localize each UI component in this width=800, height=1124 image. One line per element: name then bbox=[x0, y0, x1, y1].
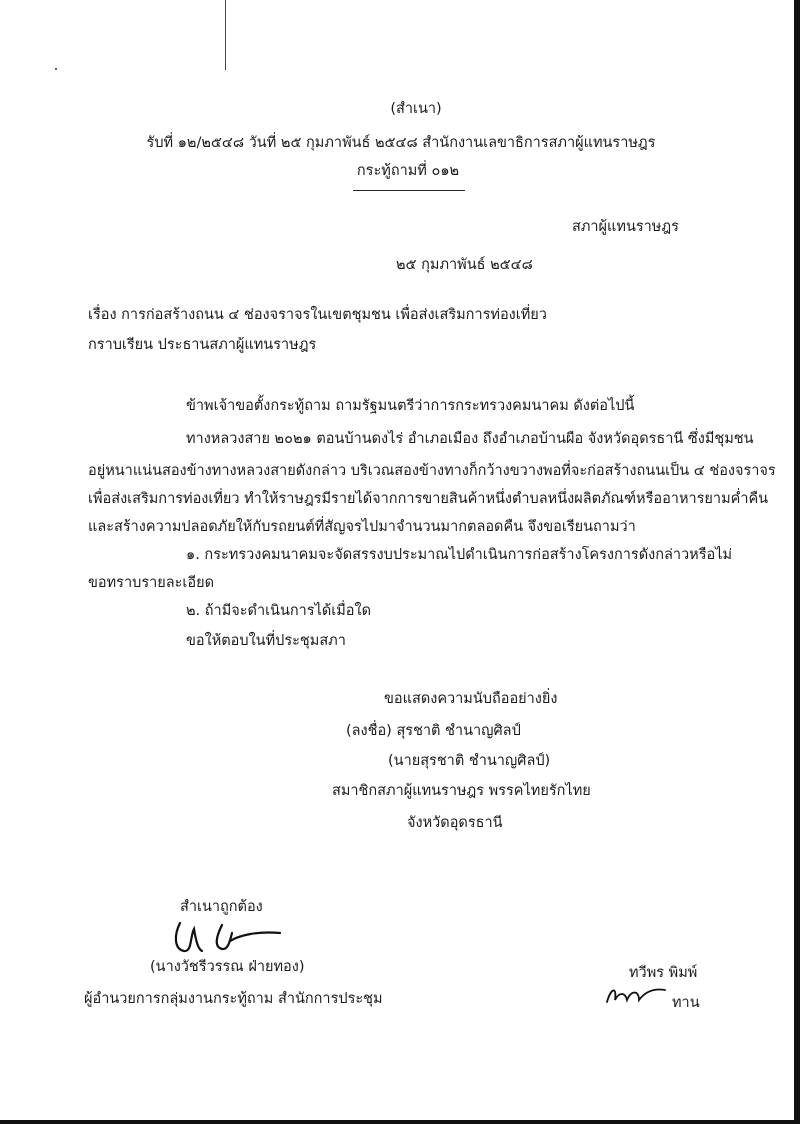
scan-artifact bbox=[55, 68, 57, 70]
regards: ขอแสดงความนับถืออย่างยิ่ง bbox=[384, 691, 558, 707]
signer-position: สมาชิกสภาผู้แทนราษฎร พรรคไทยรักไทย bbox=[332, 783, 591, 799]
signer-name: (นายสุรชาติ ชำนาญศิลป์) bbox=[388, 753, 551, 769]
paragraph-line: อยู่หนาแน่นสองข้างทางหลวงสายดังกล่าว บริเวณสองข้างทางก็กว้างขวางพอที่จะก่อสร้างถนนเป็น ๔ ช่องจราจร bbox=[88, 463, 776, 479]
certification-label: สำเนาถูกต้อง bbox=[180, 899, 263, 915]
copy-label: (สำเนา) bbox=[390, 101, 442, 117]
scan-edge bbox=[794, 0, 800, 1124]
receipt-line: รับที่ ๑๒/๒๕๔๘ วันที่ ๒๕ กุมภาพันธ์ ๒๕๔๘ สำนักงานเลขาธิการสภาผู้แทนราษฎร bbox=[146, 135, 656, 151]
signer-province: จังหวัดอุดรธานี bbox=[407, 815, 503, 831]
salutation: กราบเรียน ประธานสภาผู้แทนราษฎร bbox=[88, 337, 317, 353]
question-2: ๒. ถ้ามีจะดำเนินการได้เมื่อใด bbox=[186, 603, 372, 619]
checker-suffix: ทาน bbox=[672, 995, 700, 1011]
certifier-name: (นางวัชรีวรรณ ฝ่ายทอง) bbox=[150, 959, 305, 975]
typist-label: ทวีพร พิมพ์ bbox=[629, 965, 698, 981]
paragraph-line: และสร้างความปลอดภัยให้กับรถยนต์ที่สัญจรไปมาจำนวนมากตลอดคืน จึงขอเรียนถามว่า bbox=[88, 519, 636, 535]
letter-date: ๒๕ กุมภาพันธ์ ๒๕๔๘ bbox=[396, 257, 533, 273]
question-number: กระทู้ถามที่ ๐๑๒ bbox=[356, 163, 460, 179]
certifier-title: ผู้อำนวยการกลุ่มงานกระทู้ถาม สำนักการประชุม bbox=[84, 991, 383, 1007]
question-1-cont: ขอทราบรายละเอียด bbox=[88, 575, 214, 591]
question-1: ๑. กระทรวงคมนาคมจะจัดสรรงบประมาณไปดำเนินการก่อสร้างโครงการดังกล่าวหรือไม่ bbox=[186, 547, 733, 563]
divider bbox=[353, 190, 465, 191]
intro: ข้าพเจ้าขอตั้งกระทู้ถาม ถามรัฐมนตรีว่าการกระทรวงคมนาคม ดังต่อไปนี้ bbox=[186, 398, 635, 414]
origin: สภาผู้แทนราษฎร bbox=[572, 219, 679, 235]
scan-edge bbox=[0, 1120, 800, 1124]
closing-request: ขอให้ตอบในที่ประชุมสภา bbox=[186, 633, 346, 649]
scan-artifact bbox=[225, 0, 226, 70]
handwritten-signature bbox=[170, 915, 290, 960]
subject: เรื่อง การก่อสร้างถนน ๔ ช่องจราจรในเขตชุมชน เพื่อส่งเสริมการท่องเที่ยว bbox=[88, 307, 547, 323]
paragraph-line: เพื่อส่งเสริมการท่องเที่ยว ทำให้ราษฎรมีรายได้จากการขายสินค้าหนึ่งตำบลหนึ่งผลิตภัณฑ์หรืออาหารยามค่ำคืน bbox=[88, 491, 769, 507]
paragraph-line: ทางหลวงสาย ๒๐๒๑ ตอนบ้านดงไร่ อำเภอเมือง ถึงอำเภอบ้านผือ จังหวัดอุดรธานี ซึ่งมีชุมชน bbox=[186, 431, 754, 447]
signed-line: (ลงชื่อ) สุรชาติ ชำนาญศิลป์ bbox=[346, 723, 521, 739]
checker-signature bbox=[603, 982, 669, 1010]
